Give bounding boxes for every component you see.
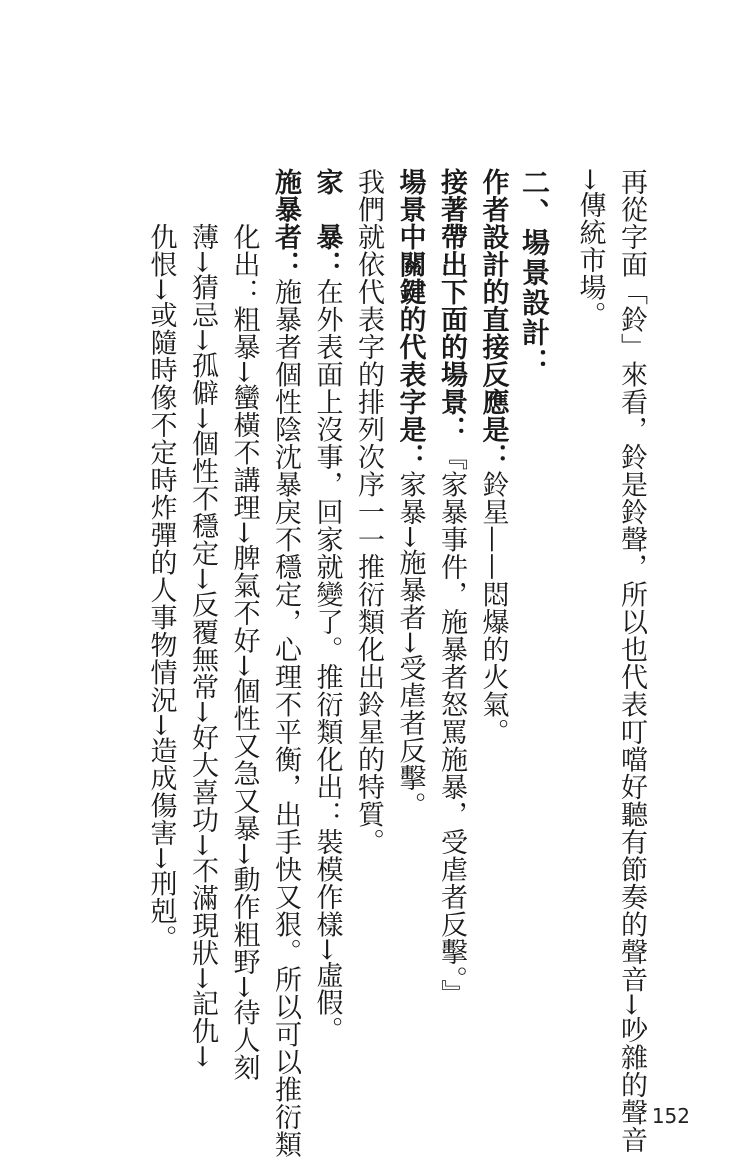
abuser-continuation: 化出：粗暴→蠻橫不講理→脾氣不好→個性又急又暴→動作粗野→待人刻	[228, 223, 260, 1082]
scene-text: 『家暴事件，施暴者怒罵施暴，受虐者反擊。』	[436, 443, 467, 1007]
reaction-text: 鈴星——悶爆的火氣。	[477, 470, 509, 746]
abuser-continuation: 薄→猜忌→孤僻→個性不穩定→反覆無常→好大喜功→不滿現狀→記仇→	[187, 223, 218, 1068]
method-line: 我們就依代表字的排列次序一一推衍類化出鈴星的特質。	[353, 168, 384, 856]
vertical-text-body	[140, 168, 652, 1158]
abuser-label: 施暴者：	[270, 168, 301, 278]
keywords-text: 家暴→施暴者→受虐者反擊。	[394, 470, 426, 820]
paragraph-line: 再從字面「鈴」來看，鈴是鈴聲，所以也代表叮噹好聽有節奏的聲音→吵雜的聲音	[616, 168, 647, 1154]
paragraph-line: →傳統市場。	[574, 168, 606, 329]
keywords-line	[389, 168, 431, 1068]
scene-line	[431, 168, 473, 1068]
domestic-text: 在外表面上沒事，回家就變了。推衍類化出：裝模作樣→虛假。	[311, 278, 343, 1044]
abuser-text: 施暴者個性陰沈暴戾不穩定，心理不平衡，出手快又狠。所以可以推衍類	[270, 278, 301, 1158]
reaction-line	[472, 168, 514, 1068]
scene-label: 接著帶出下面的場景：	[436, 168, 467, 443]
domestic-line	[306, 168, 348, 1068]
keywords-label: 場景中關鍵的代表字是：	[394, 168, 426, 471]
reaction-label: 作者設計的直接反應是：	[477, 168, 509, 471]
abuser-continuation: 仇恨→或隨時像不定時炸彈的人事物情況→造成傷害→刑剋。	[145, 223, 177, 953]
page-number: 152	[651, 1104, 690, 1128]
abuser-line	[265, 168, 307, 1158]
section-heading: 二、場景設計：	[518, 168, 551, 378]
domestic-label: 家 暴：	[311, 168, 343, 278]
